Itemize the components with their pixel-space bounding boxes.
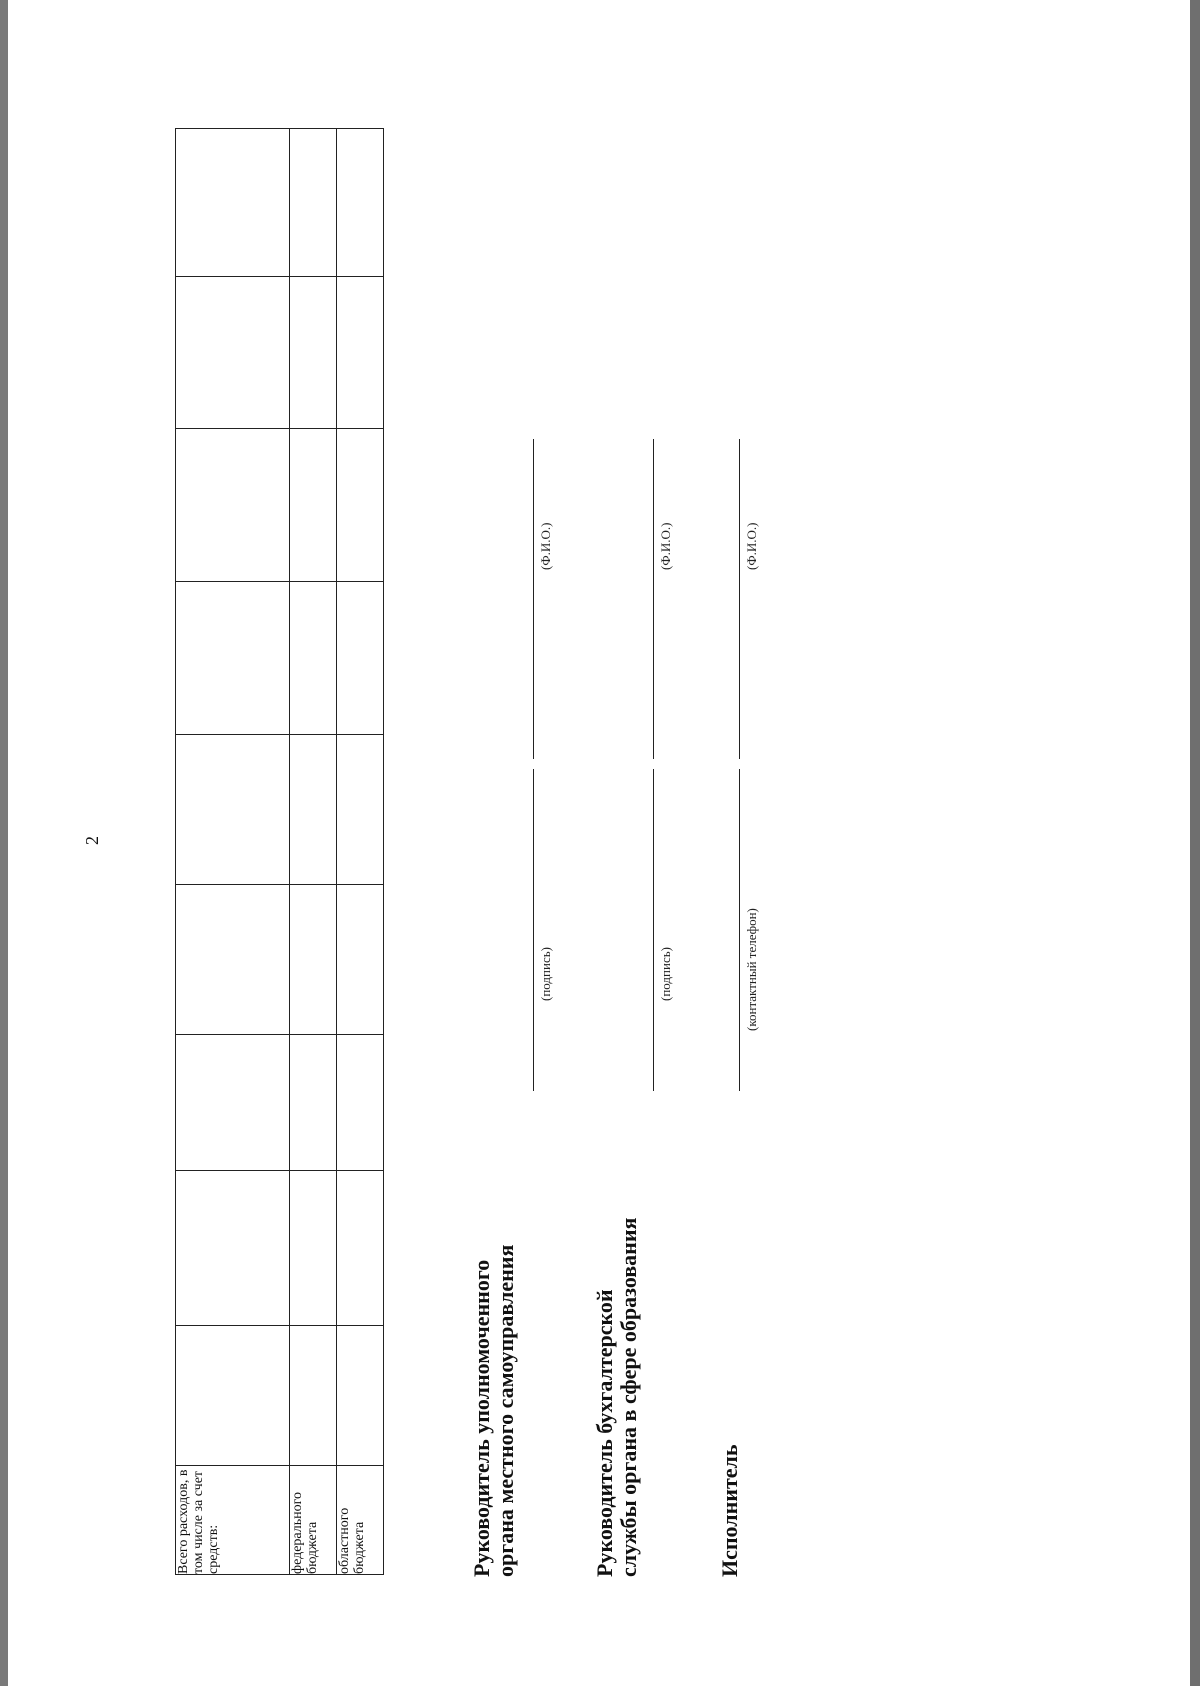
table-row (176, 129, 290, 1575)
signature-label-line2: органа местного самоуправления (493, 1244, 518, 1577)
signature-label-head-accounting (593, 1218, 641, 1577)
table-cell (290, 735, 337, 885)
name-line (653, 439, 654, 759)
row-label-regional: областного бюджета (337, 1466, 384, 1575)
signature-caption: (подпись) (538, 947, 553, 1001)
table-cell (176, 885, 290, 1035)
table-cell (176, 429, 290, 582)
name-caption: (Ф.И.О.) (744, 522, 759, 570)
table-cell (176, 1035, 290, 1171)
signature-caption: (подпись) (658, 947, 673, 1001)
table-cell (176, 1171, 290, 1326)
name-caption: (Ф.И.О.) (658, 522, 673, 570)
phone-caption: (контактный телефон) (744, 908, 759, 1031)
table-cell (337, 1326, 384, 1466)
table-cell (337, 429, 384, 582)
scan-edge-left (0, 0, 8, 1686)
signature-line (653, 769, 654, 1091)
name-caption: (Ф.И.О.) (538, 522, 553, 570)
expenses-table (175, 128, 384, 1575)
table-cell (176, 735, 290, 885)
signature-label-line1: Руководитель уполномоченного (469, 1259, 494, 1577)
table-cell (290, 582, 337, 735)
table-cell (337, 1171, 384, 1326)
phone-line (739, 769, 740, 1091)
table-cell (290, 885, 337, 1035)
table-cell (337, 1035, 384, 1171)
signature-label-line2: службы органа в сфере образования (616, 1217, 641, 1577)
rotated-content (8, 0, 1190, 1686)
page-number: 2 (82, 836, 102, 845)
table-row (290, 129, 337, 1575)
row-label-total: Всего расходов, в том числе за счет средств: (176, 1466, 290, 1575)
name-line (533, 439, 534, 759)
scan-edge-right (1190, 0, 1200, 1686)
name-line (739, 439, 740, 759)
document-page (8, 0, 1190, 1686)
table-cell (176, 129, 290, 277)
signature-label-head-local-authority (470, 1245, 518, 1577)
signature-label-line1: Руководитель бухгалтерской (592, 1289, 617, 1577)
table-cell (337, 582, 384, 735)
row-label-federal: федерального бюджета (290, 1466, 337, 1575)
table-cell (290, 129, 337, 277)
table-cell (176, 582, 290, 735)
table-cell (290, 429, 337, 582)
table-cell (337, 129, 384, 277)
table-cell (176, 277, 290, 429)
table-cell (290, 277, 337, 429)
table-cell (337, 885, 384, 1035)
table-cell (290, 1326, 337, 1466)
table-cell (290, 1171, 337, 1326)
table-cell (337, 735, 384, 885)
table-cell (176, 1326, 290, 1466)
table-row (337, 129, 384, 1575)
table-cell (290, 1035, 337, 1171)
executor-label: Исполнитель (717, 1444, 742, 1577)
table-cell (337, 277, 384, 429)
signature-line (533, 769, 534, 1091)
